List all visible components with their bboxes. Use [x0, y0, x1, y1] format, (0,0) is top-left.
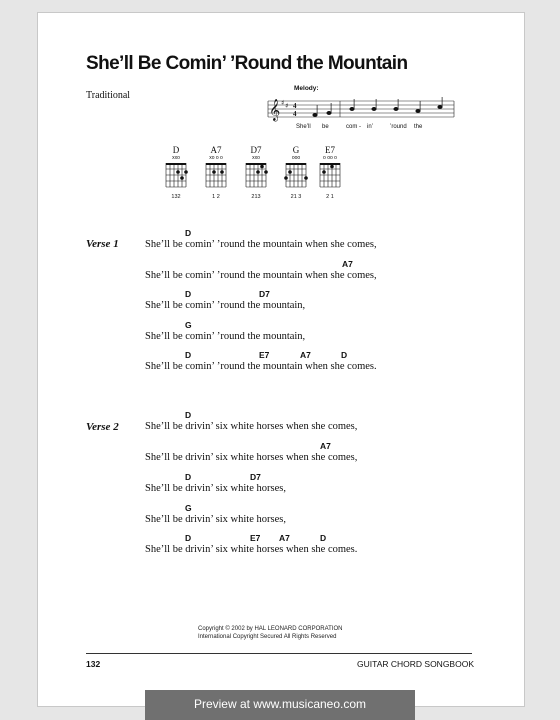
chord-diagram [318, 145, 342, 200]
lyric-line: She’ll be drivin’ six white horses, [145, 483, 286, 494]
melody-lyric: She’ll [296, 124, 311, 130]
copyright-line: Copyright © 2002 by HAL LEONARD CORPORATION [198, 626, 343, 632]
composer-credit: Traditional [86, 90, 131, 101]
chord-diagram-name: E7 [325, 145, 335, 155]
melody-lyric: com [346, 124, 358, 130]
verse-label: Verse 1 [86, 238, 119, 250]
lyric-line: She’ll be drivin’ six white horses when she comes, [145, 452, 358, 463]
treble-clef-icon: 𝄞 [269, 99, 281, 121]
chord-symbol: E7 [250, 533, 261, 543]
chord-open-mute-marks: o oo o [323, 155, 337, 161]
chord-diagram [284, 145, 308, 200]
lyric-line: She’ll be comin’ ’round the mountain, [145, 331, 306, 342]
chord-diagram-name: G [292, 145, 300, 155]
melody-lyric: be [322, 124, 329, 130]
chord-symbol: D [185, 228, 192, 238]
copyright-line: International Copyright Secured All Rights Reserved [198, 634, 337, 640]
melody-lyric: ’round [390, 124, 407, 130]
chord-symbol: D [185, 289, 192, 299]
preview-banner-text[interactable]: Preview at www.musicaneo.com [193, 697, 367, 711]
chord-symbol: D [341, 350, 348, 360]
book-title: GUITAR CHORD SONGBOOK [357, 659, 474, 669]
chord-open-mute-marks: xo o o [209, 155, 223, 161]
melody-lyric: in’ [367, 124, 374, 130]
chord-symbol: D7 [250, 472, 261, 482]
fretboard-grid [318, 163, 342, 189]
chord-symbol: D [185, 350, 192, 360]
svg-text:4: 4 [293, 110, 297, 118]
chord-fingering: 213 [251, 194, 261, 200]
chord-diagram-name: D [172, 145, 180, 155]
svg-text:4: 4 [293, 102, 297, 110]
chord-symbol: E7 [259, 350, 270, 360]
lyric-line: She’ll be comin’ ’round the mountain, [145, 300, 306, 311]
page-number: 132 [86, 659, 101, 669]
chord-diagram-name: D7 [250, 145, 262, 155]
verse-label: Verse 2 [86, 421, 119, 433]
lyric-line: She’ll be drivin’ six white horses, [145, 514, 286, 525]
chord-symbol: G [185, 320, 192, 330]
chord-symbol: D [320, 533, 327, 543]
lyric-line: She’ll be drivin’ six white horses when she comes, [145, 421, 358, 432]
melody-lyric: the [414, 124, 423, 130]
chord-symbol: A7 [279, 533, 290, 543]
preview-banner[interactable] [145, 690, 415, 720]
chord-symbol: D [185, 410, 192, 420]
sharp-icon: ♯ [281, 99, 285, 107]
chord-symbol: A7 [342, 259, 353, 269]
chord-fingering: 2 1 [326, 194, 334, 200]
chord-symbol: D7 [259, 289, 270, 299]
chord-fingering: 1 2 [212, 194, 220, 200]
chord-fingering: 132 [171, 194, 181, 200]
chord-fingering: 21 3 [290, 194, 302, 200]
song-title: She’ll Be Comin’ ’Round the Mountain [86, 53, 408, 74]
copyright-notice [198, 625, 342, 641]
chord-open-mute-marks: ooo [291, 155, 301, 161]
fretboard-grid [164, 163, 188, 189]
fretboard-grid [204, 163, 228, 189]
chord-diagram [204, 145, 228, 200]
fretboard-grid [244, 163, 268, 189]
chord-symbol: G [185, 503, 192, 513]
chord-symbol: A7 [300, 350, 311, 360]
chord-open-mute-marks: xxo [252, 155, 260, 161]
melody-lyric: - [359, 124, 361, 130]
lyric-line: She’ll be comin’ ’round the mountain when she comes, [145, 270, 377, 281]
melody-staff [266, 95, 456, 123]
chord-open-mute-marks: xxo [172, 155, 180, 161]
chord-diagram-name: A7 [210, 145, 222, 155]
lyric-line: She’ll be comin’ ’round the mountain when she comes, [145, 239, 377, 250]
chord-symbol: D [185, 472, 192, 482]
sharp-icon: ♯ [285, 102, 289, 110]
footer-divider [86, 653, 472, 654]
chord-diagram [164, 145, 188, 200]
chord-symbol: A7 [320, 441, 331, 451]
chord-symbol: D [185, 533, 192, 543]
lyric-line: She’ll be comin’ ’round the mountain when she comes. [145, 361, 377, 372]
fretboard-grid [284, 163, 308, 189]
melody-label: Melody: [294, 85, 319, 92]
sheet-music-page [37, 12, 525, 707]
chord-diagram [244, 145, 268, 200]
lyric-line: She’ll be drivin’ six white horses when she comes. [145, 544, 358, 555]
